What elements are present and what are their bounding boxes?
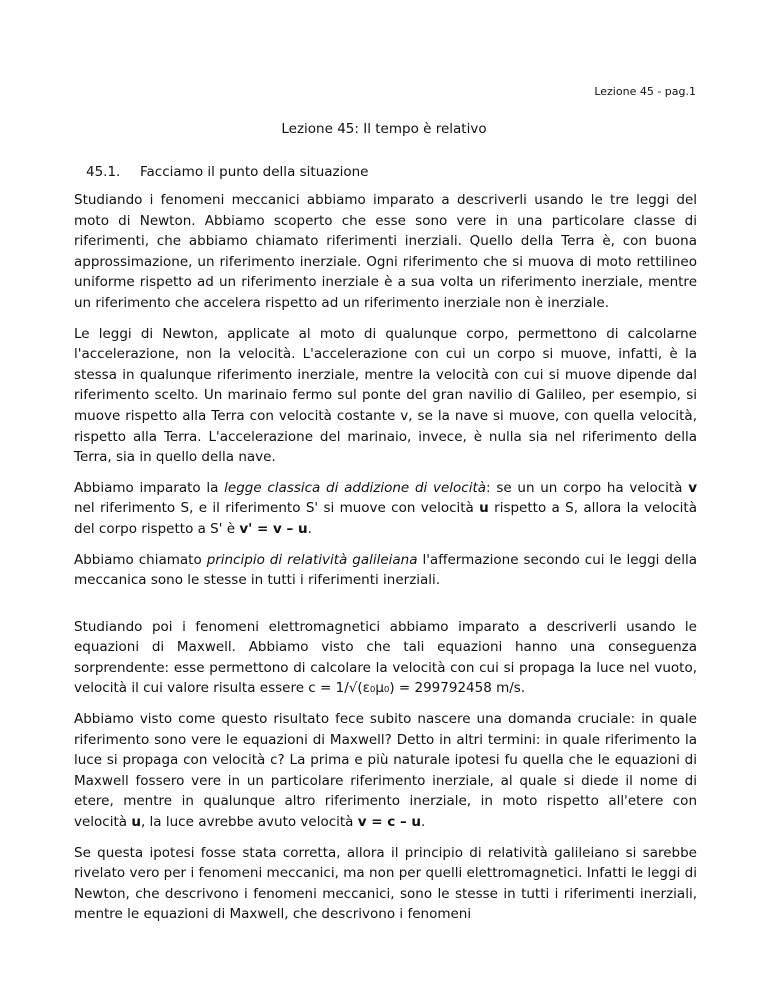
p4-emphasis-term: principio di relatività galileiana bbox=[206, 551, 418, 568]
p6-vector-u: u bbox=[131, 814, 141, 831]
p6-text-1: Abbiamo visto come questo risultato fece subito nascere una domanda cruciale: in quale riferimento sono vere le equazioni di Maxwell? Detto in altri termini: in quale riferimento la luce si propaga con velocità c? La prima e più naturale ipotesi fu quella che le equazioni di Maxwell fossero vere in un particolare riferimento inerziale, al quale si diede il nome di etere, mentre in qualunque altro riferimento inerziale, in moto rispetto all'etere con velocità bbox=[74, 711, 697, 831]
p3-vector-v: v bbox=[688, 479, 697, 496]
section-title: Facciamo il punto della situazione bbox=[140, 164, 369, 180]
paragraph-1: Studiando i fenomeni meccanici abbiamo imparato a descriverli usando le tre leggi del moto di Newton. Abbiamo scoperto che esse sono vere in una particolare classe di riferimenti, che abbiamo chiamato riferimenti inerziali. Quello della Terra è, con buona approssimazione, un riferimento inerziale. Ogni riferimento che si muova di moto rettilineo uniforme rispetto ad un riferimento inerziale è a sua volta un riferimento inerziale, mentre un riferimento che accelera rispetto ad un riferimento inerziale non è inerziale. bbox=[74, 192, 697, 311]
paragraph-2: Le leggi di Newton, applicate al moto di qualunque corpo, permettono di calcolarne l'accelerazione, non la velocità. L'accelerazione con cui un corpo si muove, infatti, è la stessa in qualunque riferimento inerziale, mentre la velocità con cui si muove dipende dal riferimento scelto. Un marinaio fermo sul ponte del gran navilio di Galileo, per esempio, si muove rispetto alla Terra con velocità costante v, se la nave si muove, con quella velocità, rispetto alla Terra. L'accelerazione del marinaio, invece, è nulla sia nel riferimento della Terra, sia in quello della nave. bbox=[74, 325, 697, 466]
p3-text-4: rispetto a S, allora la velocità del corpo rispetto a S' è bbox=[74, 500, 697, 537]
paragraph-3 bbox=[74, 478, 697, 540]
p4-text-1: Abbiamo chiamato bbox=[74, 551, 207, 568]
p3-text-5: . bbox=[307, 520, 312, 537]
p4-text-2: l'affermazione secondo cui le leggi della meccanica sono le stesse in tutti i riferimenti inerziali. bbox=[74, 551, 698, 589]
paragraph-6 bbox=[74, 709, 697, 833]
paragraph-5: Studiando poi i fenomeni elettromagnetici abbiamo imparato a descriverli usando le equazioni di Maxwell. Abbiamo visto che tali equazioni hanno una conseguenza sorprendente: esse permettono di calcolare la velocità con cui si propaga la luce nel vuoto, velocità il cui valore risulta essere c = 1/√(ε₀μ₀) = 299792458 m/s. bbox=[74, 618, 697, 697]
document-body bbox=[74, 190, 697, 935]
section-number: 45.1. bbox=[86, 164, 121, 180]
p6-text-3: . bbox=[421, 814, 426, 831]
p6-text-2: , la luce avrebbe avuto velocità bbox=[140, 814, 358, 831]
paragraph-7: Se questa ipotesi fosse stata corretta, allora il principio di relatività galileiano si sarebbe rivelato vero per i fenomeni meccanici, ma non per quelli elettromagnetici. Infatti le leggi di Newton, che descrivono i fenomeni meccanici, sono le stesse in tutti i riferimenti inerziali, mentre le equazioni di Maxwell, che descrivono i fenomeni bbox=[74, 844, 697, 923]
paragraph-4 bbox=[74, 550, 697, 591]
p3-text-2: : se un un corpo ha velocità bbox=[486, 479, 689, 496]
p3-formula: v' = v – u bbox=[239, 520, 308, 537]
p3-text-1: Abbiamo imparato la bbox=[74, 479, 225, 496]
p3-emphasis-term: legge classica di addizione di velocità bbox=[224, 479, 487, 496]
page-header: Lezione 45 - pag.1 bbox=[594, 85, 696, 98]
p6-formula: v = c – u bbox=[357, 814, 422, 831]
section-heading bbox=[86, 164, 369, 180]
p3-text-3: nel riferimento S, e il riferimento S' si muove con velocità bbox=[74, 500, 480, 517]
p3-vector-u: u bbox=[479, 500, 489, 517]
lesson-title: Lezione 45: Il tempo è relativo bbox=[281, 121, 487, 137]
